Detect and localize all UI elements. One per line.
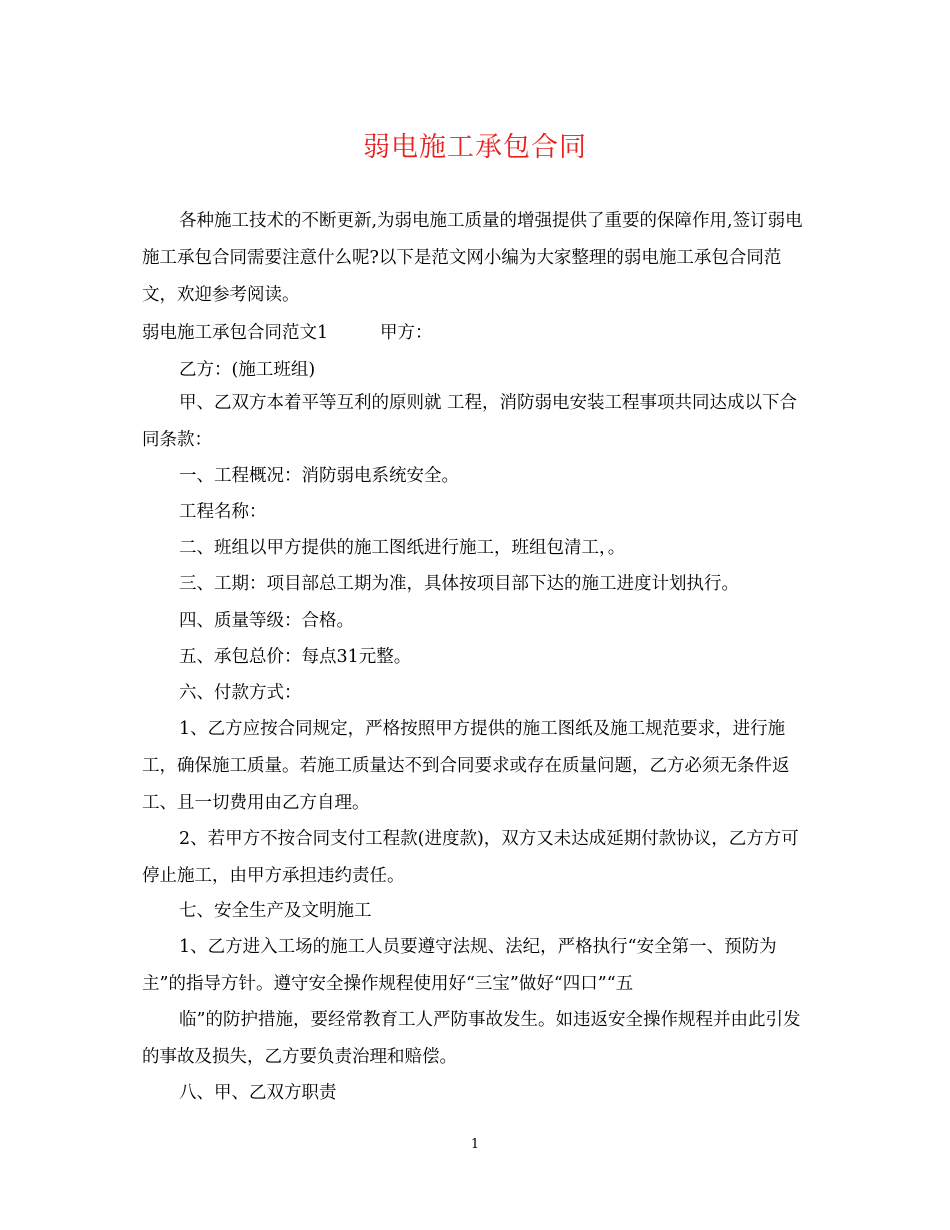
document-title: 弱电施工承包合同 bbox=[363, 132, 587, 163]
clause-4: 四、质量等级：合格。 bbox=[179, 611, 354, 631]
clause-7: 七、安全生产及文明施工 bbox=[179, 901, 372, 921]
clause-1: 一、工程概况：消防弱电系统安全。 bbox=[179, 466, 459, 486]
clause-6-item-1: 1、乙方应按合同规定，严格按照甲方提供的施工图纸及施工规范要求，进行施工，确保施工质量。若施工质量达不到合同要求或存在质量问题，乙方必须无条件返工、且一切费用由乙方自理。 bbox=[142, 719, 790, 813]
preamble-paragraph: 甲、乙双方本着平等互利的原则就 工程，消防弱电安装工程事项共同达成以下合同条款： bbox=[142, 393, 798, 450]
page-number: 1 bbox=[470, 1137, 480, 1152]
party-b-label: 乙方：(施工班组) bbox=[179, 360, 316, 380]
intro-paragraph: 各种施工技术的不断更新,为弱电施工质量的增强提供了重要的保障作用,签订弱电施工承包合同需要注意什么呢?以下是范文网小编为大家整理的弱电施工承包合同范文，欢迎参考阅读。 bbox=[142, 211, 803, 305]
project-name-label: 工程名称： bbox=[179, 502, 267, 522]
clause-7-item-1-part-b: 临”的防护措施，要经常教育工人严防事故发生。如违返安全操作规程并由此引发的事故及损失，乙方要负责治理和赔偿。 bbox=[142, 1010, 801, 1067]
clause-6: 六、付款方式： bbox=[179, 683, 302, 703]
clause-6-item-2: 2、若甲方不按合同支付工程款(进度款)，双方又未达成延期付款协议，乙方方可停止施工，由甲方承担违约责任。 bbox=[142, 829, 799, 886]
clause-2: 二、班组以甲方提供的施工图纸进行施工，班组包清工，。 bbox=[179, 538, 626, 558]
party-a-label: 甲方： bbox=[380, 323, 433, 343]
clause-5: 五、承包总价：每点31元整。 bbox=[179, 647, 412, 667]
clause-8: 八、甲、乙双方职责 bbox=[179, 1083, 337, 1103]
clause-3: 三、工期：项目部总工期为准，具体按项目部下达的施工进度计划执行。 bbox=[179, 574, 739, 594]
clause-7-item-1-part-a: 1、乙方进入工场的施工人员要遵守法规、法纪，严格执行“安全第一、预防为主”的指导方针。遵守安全操作规程使用好“三宝”做好“四口”“五 bbox=[142, 937, 777, 994]
sample-heading: 弱电施工承包合同范文1 bbox=[142, 323, 329, 343]
